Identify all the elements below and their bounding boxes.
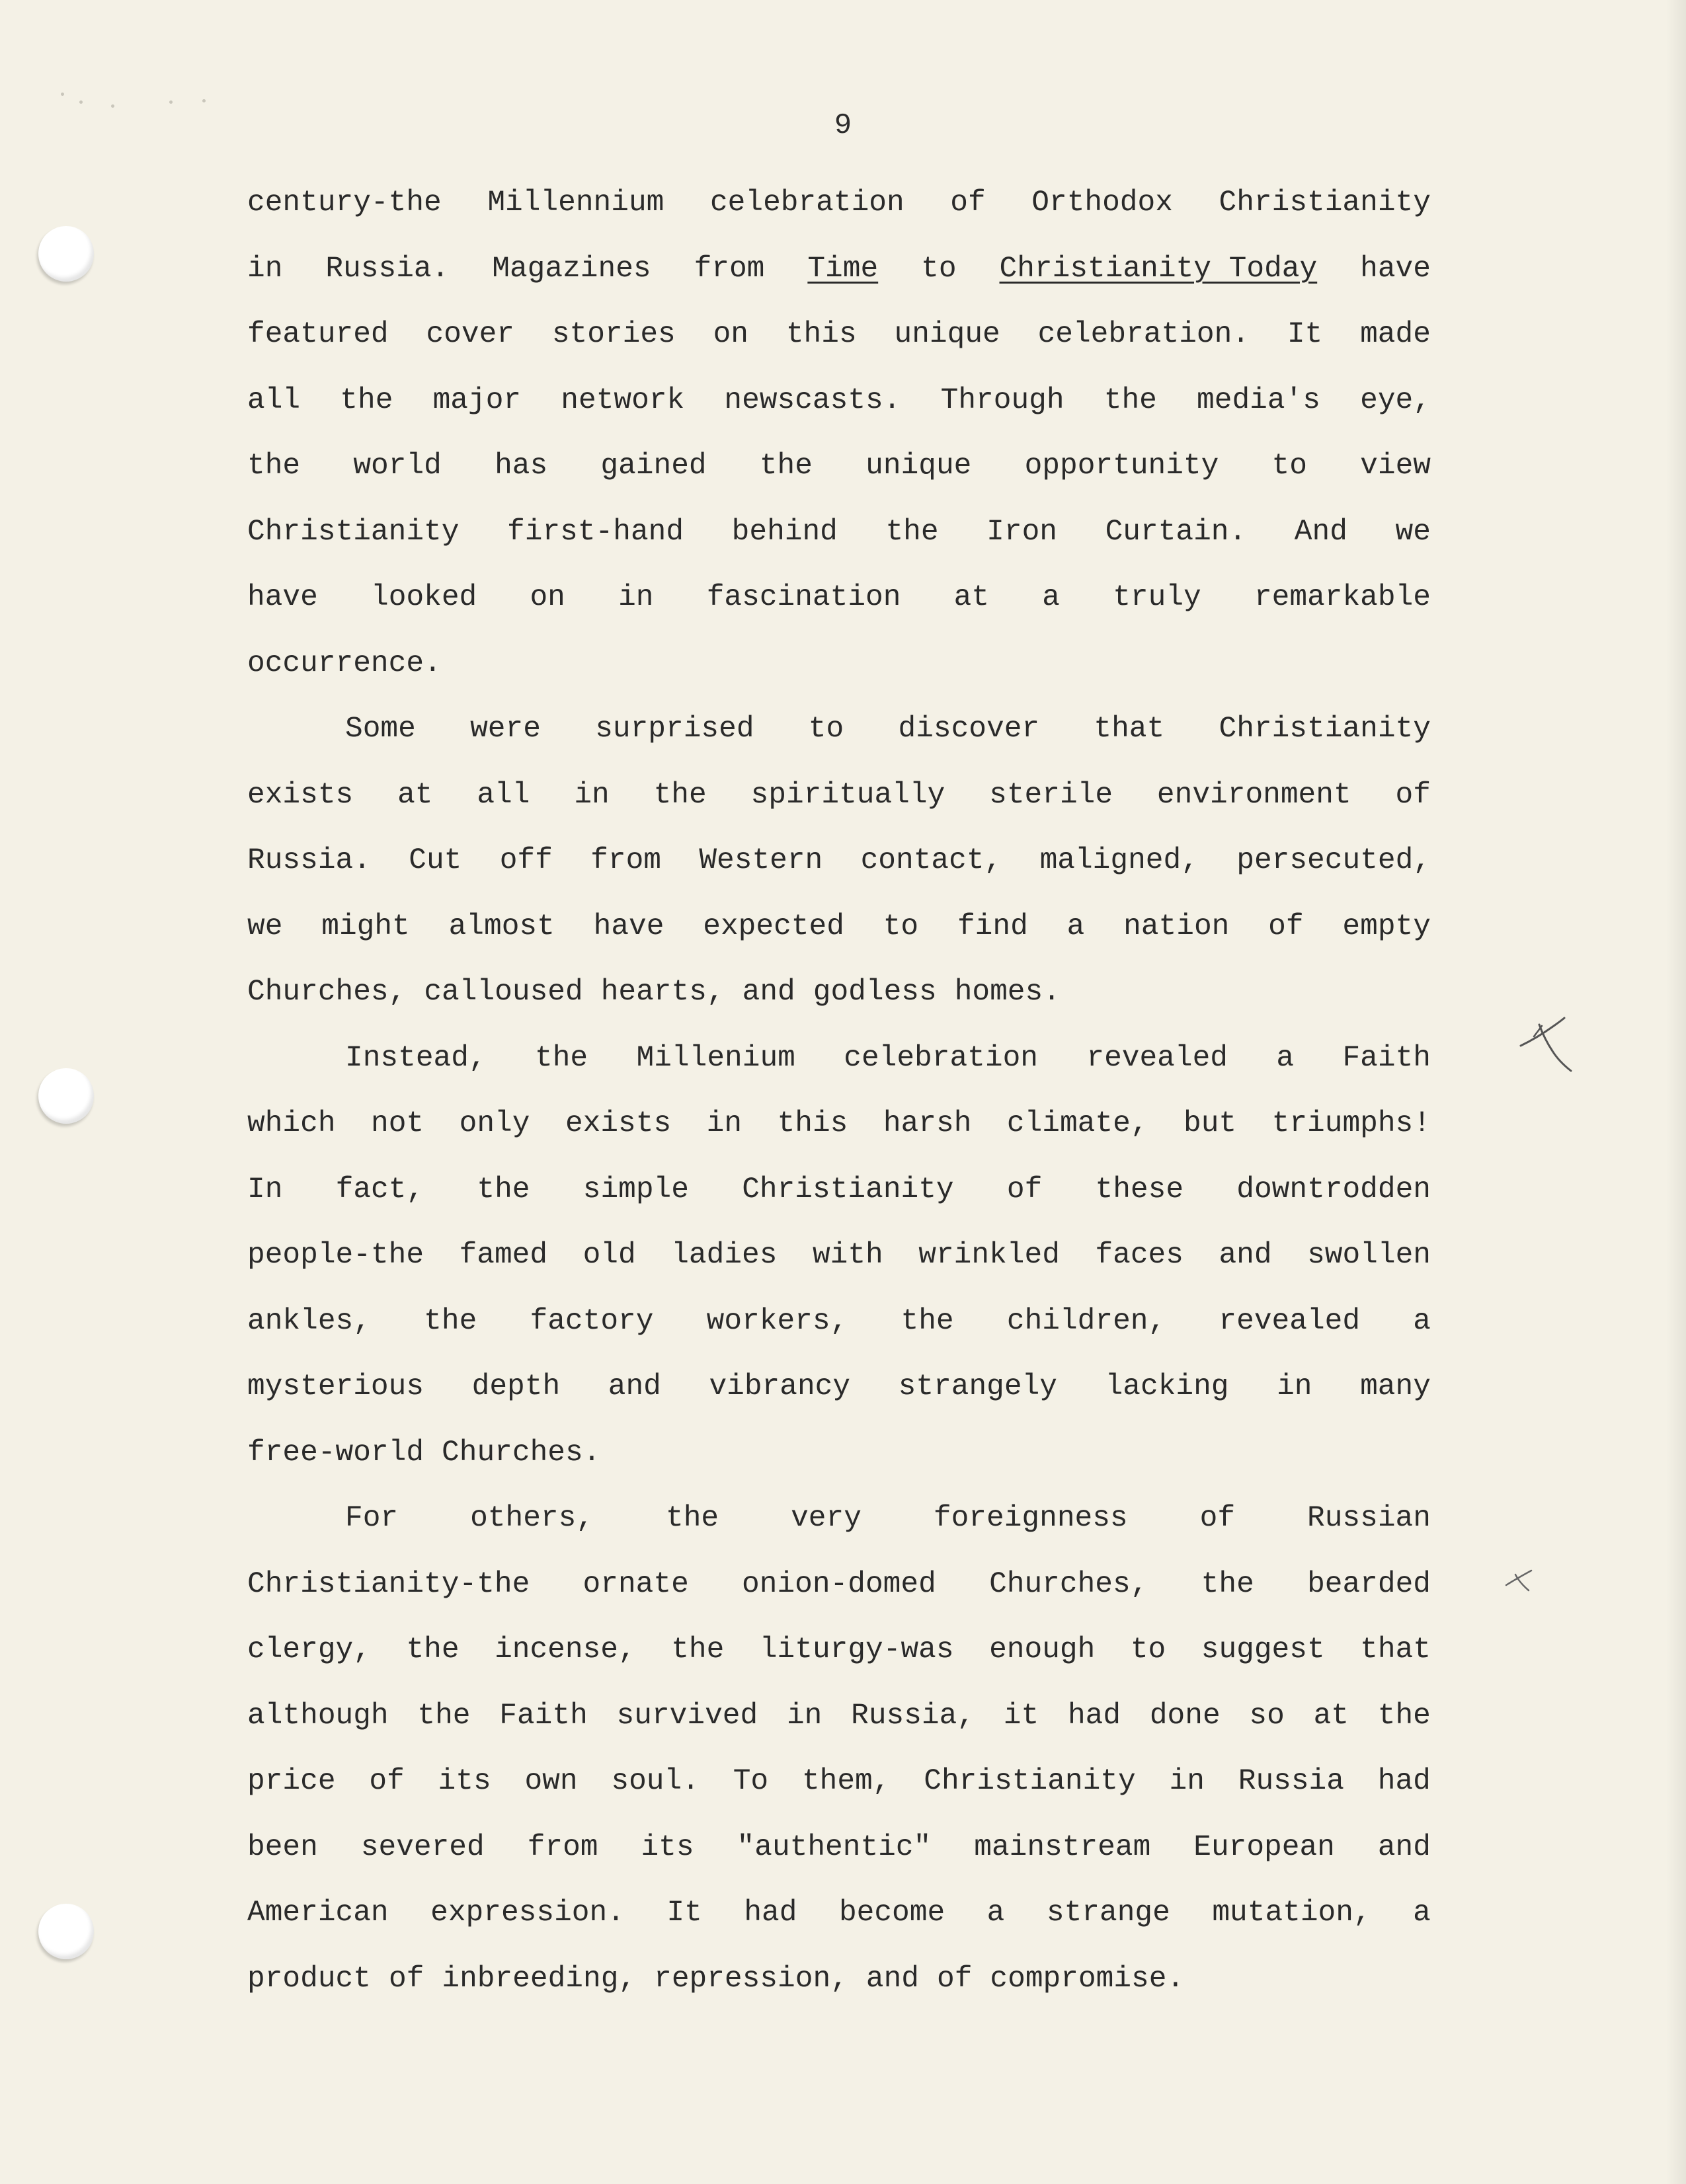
word: gained bbox=[600, 449, 707, 483]
text-line bbox=[247, 1618, 1431, 1684]
word: Cut bbox=[409, 844, 462, 877]
word: Churches, bbox=[989, 1567, 1148, 1601]
word: expression. bbox=[430, 1896, 625, 1930]
text-line bbox=[247, 368, 1431, 434]
word: had bbox=[1377, 1765, 1431, 1798]
word: Millenium bbox=[636, 1041, 795, 1075]
binder-hole-top bbox=[38, 226, 94, 282]
text-line bbox=[247, 1815, 1431, 1881]
word: not bbox=[371, 1107, 424, 1140]
word: the bbox=[759, 449, 813, 483]
text-line bbox=[247, 1289, 1431, 1355]
word: almost bbox=[448, 910, 555, 943]
word: all bbox=[477, 778, 530, 812]
word: had bbox=[744, 1896, 797, 1930]
word: this bbox=[785, 318, 857, 351]
word: mutation, bbox=[1212, 1896, 1371, 1930]
word: the bbox=[1201, 1567, 1254, 1601]
word: a bbox=[986, 1896, 1005, 1930]
text-line bbox=[247, 960, 1431, 1026]
word: the bbox=[885, 515, 939, 549]
word: Russia bbox=[1238, 1765, 1344, 1798]
word: a bbox=[1413, 1896, 1431, 1930]
word: Russia. bbox=[247, 844, 371, 877]
word: Christianity bbox=[1219, 713, 1431, 746]
word: simple bbox=[582, 1173, 689, 1206]
word: Curtain. bbox=[1105, 515, 1247, 549]
word: from bbox=[590, 844, 661, 877]
word: the bbox=[666, 1502, 719, 1535]
word: Orthodox bbox=[1031, 186, 1173, 219]
word: at bbox=[1313, 1699, 1349, 1733]
word: of bbox=[369, 1765, 405, 1798]
text-line bbox=[247, 1421, 1431, 1487]
text-line bbox=[247, 1684, 1431, 1750]
word: in bbox=[1277, 1370, 1312, 1403]
word: famed bbox=[459, 1239, 548, 1272]
word: homes. bbox=[954, 976, 1061, 1009]
word: the bbox=[424, 1304, 477, 1338]
word: that bbox=[1094, 713, 1165, 746]
word: revealed bbox=[1219, 1304, 1361, 1338]
word: in bbox=[618, 581, 654, 614]
word: others, bbox=[470, 1502, 594, 1535]
word: have bbox=[1360, 252, 1431, 286]
word: and bbox=[608, 1370, 661, 1403]
word: at bbox=[397, 778, 433, 812]
word: contact, bbox=[860, 844, 1002, 877]
word: eye, bbox=[1360, 383, 1431, 417]
word: workers, bbox=[706, 1304, 848, 1338]
word: In bbox=[247, 1173, 283, 1206]
paper-speck bbox=[202, 99, 206, 102]
word: repression, bbox=[654, 1962, 848, 1996]
word: Churches, bbox=[247, 976, 407, 1009]
word: celebration bbox=[709, 186, 904, 219]
word: Christianity bbox=[247, 515, 460, 549]
word: compromise. bbox=[990, 1962, 1185, 1996]
word: to bbox=[883, 910, 919, 943]
word: revealed bbox=[1086, 1041, 1228, 1075]
word: And bbox=[1294, 515, 1347, 549]
word: vibrancy bbox=[709, 1370, 851, 1403]
word: its bbox=[438, 1765, 491, 1798]
paper-speck bbox=[169, 100, 173, 104]
word: Millennium bbox=[487, 186, 664, 219]
word: to bbox=[1271, 449, 1307, 483]
word: at bbox=[953, 581, 990, 614]
word: downtrodden bbox=[1236, 1173, 1431, 1206]
word: the bbox=[653, 778, 707, 812]
handwritten-check-mark-icon bbox=[1500, 1561, 1539, 1601]
word: liturgy-was bbox=[759, 1633, 954, 1666]
word: the bbox=[417, 1699, 471, 1733]
paper-speck bbox=[61, 93, 64, 96]
word: American bbox=[247, 1896, 389, 1930]
word: many bbox=[1360, 1370, 1431, 1403]
text-line bbox=[247, 828, 1431, 894]
word: bearded bbox=[1307, 1567, 1431, 1601]
word: been bbox=[247, 1830, 318, 1864]
word: major bbox=[432, 383, 522, 417]
word: survived bbox=[616, 1699, 758, 1733]
word: the bbox=[340, 383, 393, 417]
text-line bbox=[247, 1486, 1431, 1552]
word: of bbox=[950, 186, 986, 219]
text-line bbox=[247, 894, 1431, 960]
word: ankles, bbox=[247, 1304, 371, 1338]
word: a bbox=[1276, 1041, 1295, 1075]
word: truly bbox=[1113, 581, 1201, 614]
word: wrinkled bbox=[918, 1239, 1060, 1272]
word: from bbox=[694, 252, 765, 286]
text-line bbox=[247, 237, 1431, 303]
word: Faith bbox=[499, 1699, 588, 1733]
word: its bbox=[641, 1830, 694, 1864]
word: remarkable bbox=[1254, 581, 1431, 614]
word: price bbox=[247, 1765, 336, 1798]
text-line bbox=[247, 631, 1431, 697]
word: century-the bbox=[247, 186, 442, 219]
word: strange bbox=[1046, 1896, 1170, 1930]
word: severed bbox=[360, 1830, 485, 1864]
word: all bbox=[247, 383, 301, 417]
word: the bbox=[901, 1304, 954, 1338]
body-text bbox=[247, 171, 1431, 2012]
word: celebration. bbox=[1037, 318, 1250, 351]
word: and bbox=[1377, 1830, 1431, 1864]
text-line bbox=[247, 697, 1431, 763]
word: Magazines bbox=[492, 252, 651, 286]
word: find bbox=[957, 910, 1028, 943]
word: inbreeding, bbox=[442, 1962, 637, 1996]
word: them, bbox=[801, 1765, 891, 1798]
word: fascination bbox=[706, 581, 901, 614]
word: which bbox=[247, 1107, 336, 1140]
word: depth bbox=[471, 1370, 561, 1403]
word: done bbox=[1149, 1699, 1221, 1733]
word: product bbox=[247, 1962, 371, 1996]
word: Faith bbox=[1342, 1041, 1431, 1075]
word: strangely bbox=[898, 1370, 1057, 1403]
word: in bbox=[1169, 1765, 1205, 1798]
word: to bbox=[1130, 1633, 1166, 1666]
word: sterile bbox=[989, 778, 1113, 812]
text-line bbox=[247, 1223, 1431, 1289]
word: It bbox=[1287, 318, 1323, 351]
word: enough bbox=[989, 1633, 1096, 1666]
word: ladies bbox=[671, 1239, 778, 1272]
word: soul. bbox=[611, 1765, 700, 1798]
word: made bbox=[1360, 318, 1431, 351]
word: were bbox=[470, 713, 541, 746]
word: mysterious bbox=[247, 1370, 424, 1403]
word: to bbox=[921, 252, 957, 286]
word: Churches. bbox=[442, 1436, 601, 1469]
word: Instead, bbox=[345, 1041, 487, 1075]
word: this bbox=[777, 1107, 848, 1140]
word: from bbox=[527, 1830, 598, 1864]
text-line bbox=[247, 1552, 1431, 1618]
word: so bbox=[1249, 1699, 1285, 1733]
binder-hole-middle bbox=[38, 1068, 94, 1124]
text-line bbox=[247, 171, 1431, 237]
word: of bbox=[1395, 778, 1431, 812]
word: might bbox=[321, 910, 410, 943]
word: swollen bbox=[1307, 1239, 1431, 1272]
word: view bbox=[1360, 449, 1431, 483]
word: in bbox=[786, 1699, 823, 1733]
word: Western bbox=[699, 844, 823, 877]
word: but bbox=[1184, 1107, 1237, 1140]
binder-hole-bottom bbox=[38, 1904, 94, 1959]
word: Christianity bbox=[1219, 186, 1431, 219]
text-line bbox=[247, 500, 1431, 566]
word: occurrence. bbox=[247, 646, 442, 680]
word: harsh bbox=[883, 1107, 972, 1140]
paper-speck bbox=[79, 100, 83, 104]
word: onion-domed bbox=[742, 1567, 936, 1601]
underlined-title: Time bbox=[807, 252, 879, 286]
word: clergy, bbox=[247, 1633, 371, 1666]
word: factory bbox=[530, 1304, 654, 1338]
word: It bbox=[666, 1896, 702, 1930]
text-line bbox=[247, 1749, 1431, 1815]
word: Christianity-the bbox=[247, 1567, 530, 1601]
word: empty bbox=[1342, 910, 1431, 943]
word: spiritually bbox=[750, 778, 945, 812]
word: the bbox=[477, 1173, 530, 1206]
handwritten-x-mark-icon bbox=[1507, 1005, 1580, 1077]
word: unique bbox=[865, 449, 972, 483]
word: behind bbox=[731, 515, 838, 549]
word: cover bbox=[426, 318, 514, 351]
word: very bbox=[791, 1502, 862, 1535]
word: in bbox=[247, 252, 283, 286]
word: climate, bbox=[1006, 1107, 1148, 1140]
word: in bbox=[574, 778, 610, 812]
word: To bbox=[733, 1765, 769, 1798]
word: the bbox=[535, 1041, 588, 1075]
word: had bbox=[1067, 1699, 1121, 1733]
word: old bbox=[582, 1239, 636, 1272]
word: to bbox=[808, 713, 844, 746]
text-line bbox=[247, 1947, 1431, 2013]
word: a bbox=[1066, 910, 1085, 943]
word: calloused bbox=[424, 976, 583, 1009]
word: hearts, bbox=[600, 976, 725, 1009]
word: that bbox=[1360, 1633, 1431, 1666]
word: a bbox=[1413, 1304, 1431, 1338]
word: Some bbox=[345, 713, 416, 746]
word: For bbox=[345, 1502, 399, 1535]
word: the bbox=[247, 449, 301, 483]
word: the bbox=[406, 1633, 460, 1666]
word: celebration bbox=[844, 1041, 1038, 1075]
word: opportunity bbox=[1024, 449, 1219, 483]
word: people-the bbox=[247, 1239, 424, 1272]
text-line bbox=[247, 434, 1431, 500]
word: exists bbox=[247, 778, 354, 812]
word: fact, bbox=[335, 1173, 424, 1206]
word: first-hand bbox=[507, 515, 684, 549]
word: the bbox=[1377, 1699, 1431, 1733]
word: European bbox=[1193, 1830, 1335, 1864]
word: on bbox=[530, 581, 565, 614]
word: "authentic" bbox=[737, 1830, 932, 1864]
word: incense, bbox=[495, 1633, 636, 1666]
word: suggest bbox=[1201, 1633, 1325, 1666]
text-line bbox=[247, 302, 1431, 368]
paper-speck bbox=[111, 104, 114, 108]
word: foreignness bbox=[933, 1502, 1128, 1535]
word: become bbox=[838, 1896, 945, 1930]
word: have bbox=[593, 910, 664, 943]
word: Christianity bbox=[742, 1173, 954, 1206]
word: only bbox=[459, 1107, 530, 1140]
word: Iron bbox=[986, 515, 1057, 549]
word: own bbox=[524, 1765, 578, 1798]
word: exists bbox=[565, 1107, 672, 1140]
word: Russia, bbox=[851, 1699, 975, 1733]
word: with bbox=[812, 1239, 883, 1272]
text-line bbox=[247, 1091, 1431, 1157]
word: faces bbox=[1095, 1239, 1184, 1272]
word: Russian bbox=[1307, 1502, 1431, 1535]
word: newscasts. bbox=[724, 383, 901, 417]
word: these bbox=[1095, 1173, 1184, 1206]
word: and bbox=[865, 1962, 919, 1996]
text-line bbox=[247, 1157, 1431, 1224]
text-line bbox=[247, 1354, 1431, 1421]
word: persecuted, bbox=[1236, 844, 1431, 877]
word: has bbox=[495, 449, 548, 483]
word: Through bbox=[940, 383, 1064, 417]
word: of bbox=[1006, 1173, 1043, 1206]
word: discover bbox=[898, 713, 1040, 746]
text-line bbox=[247, 1881, 1431, 1947]
word: ornate bbox=[582, 1567, 689, 1601]
word: off bbox=[499, 844, 553, 877]
word: maligned, bbox=[1039, 844, 1199, 877]
word: environment bbox=[1156, 778, 1351, 812]
word: although bbox=[247, 1699, 389, 1733]
word: of bbox=[1268, 910, 1304, 943]
text-line bbox=[247, 1026, 1431, 1092]
text-line bbox=[247, 565, 1431, 631]
word: in bbox=[706, 1107, 743, 1140]
word: free-world bbox=[247, 1436, 424, 1469]
word: of bbox=[936, 1962, 973, 1996]
word: triumphs! bbox=[1271, 1107, 1431, 1140]
word: featured bbox=[247, 318, 389, 351]
word: the bbox=[1104, 383, 1157, 417]
word: and bbox=[1219, 1239, 1272, 1272]
word: a bbox=[1042, 581, 1061, 614]
word: surprised bbox=[595, 713, 754, 746]
word: mainstream bbox=[974, 1830, 1151, 1864]
word: godless bbox=[813, 976, 937, 1009]
word: Russia. bbox=[325, 252, 450, 286]
word: looked bbox=[371, 581, 477, 614]
word: stories bbox=[551, 318, 676, 351]
word: world bbox=[353, 449, 442, 483]
word: unique bbox=[894, 318, 1000, 351]
word: Christianity bbox=[924, 1765, 1136, 1798]
underlined-title: Christianity Today bbox=[999, 252, 1318, 286]
word: and bbox=[742, 976, 795, 1009]
word: of bbox=[388, 1962, 424, 1996]
word: nation bbox=[1123, 910, 1230, 943]
word: network bbox=[561, 383, 685, 417]
word: have bbox=[247, 581, 318, 614]
word: we bbox=[1395, 515, 1431, 549]
word: it bbox=[1003, 1699, 1039, 1733]
word: of bbox=[1199, 1502, 1236, 1535]
word: children, bbox=[1006, 1304, 1166, 1338]
text-line bbox=[247, 763, 1431, 829]
page-number: 9 bbox=[834, 109, 852, 142]
page-edge-shadow bbox=[1666, 0, 1686, 2184]
word: on bbox=[713, 318, 749, 351]
word: media's bbox=[1197, 383, 1320, 417]
word: the bbox=[671, 1633, 725, 1666]
word: expected bbox=[703, 910, 844, 943]
word: we bbox=[247, 910, 283, 943]
word: lacking bbox=[1105, 1370, 1229, 1403]
